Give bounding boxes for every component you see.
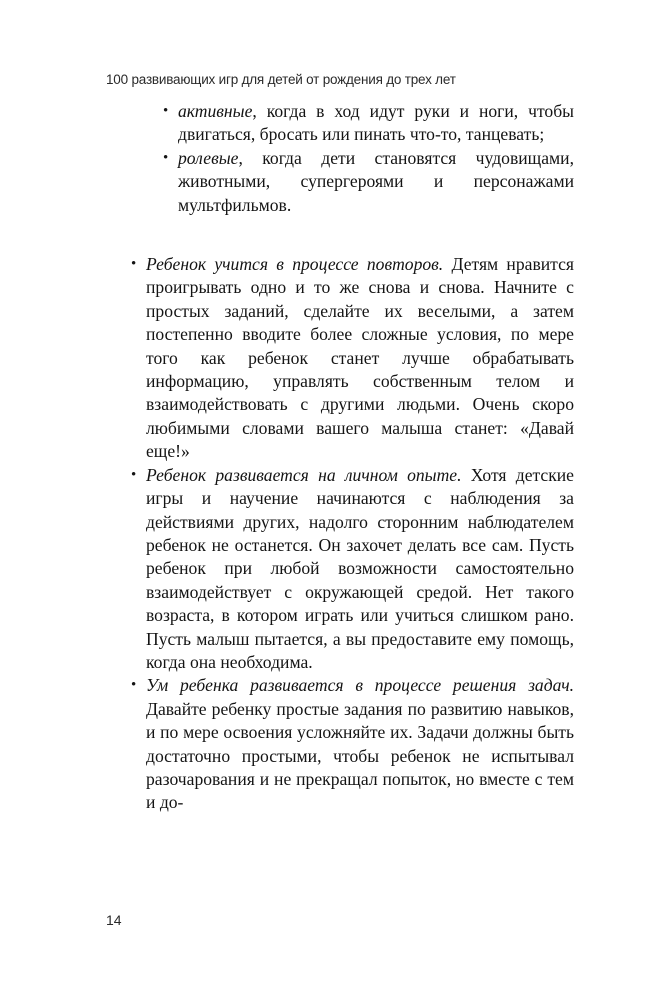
principles-list xyxy=(126,253,574,815)
item-lead: Ребенок учится в процессе повторов. xyxy=(146,254,444,275)
item-lead: Ребенок развивается на личном опыте. xyxy=(146,464,462,485)
list-item xyxy=(163,147,574,217)
running-head: 100 развивающих игр для детей от рождения до трех лет xyxy=(106,72,456,87)
bullet-icon: • xyxy=(163,149,169,166)
item-text: Давайте ребенку простые задания по развитию навыков, и по мере освоения усложняйте их. Задачи должны быть достаточно простыми, чтобы ребенок не испытывал разочарования и не прекращал попыток, но вместе с тем и до- xyxy=(146,698,574,813)
bullet-icon: • xyxy=(163,103,169,119)
play-types-list xyxy=(126,100,574,217)
bullet-icon: • xyxy=(131,466,137,483)
list-item xyxy=(131,464,574,675)
item-lead: Ум ребенка развивается в процессе решения задач. xyxy=(146,675,574,696)
item-lead: ролевые xyxy=(178,147,239,168)
item-text: Хотя детские игры и научение начинаются с наблюдения за действиями других, надолго сторонним наблюдателем ребенок не останется. Он захочет делать все сам. Пусть ребенок при любой возможности самостоятельно взаимодействует с окружающей средой. Нет такого возраста, в котором играть или учиться слишком рано. Пусть малыш пытается, а вы предоставите ему помощь, когда она необходима. xyxy=(146,464,574,672)
bullet-icon: • xyxy=(131,677,137,694)
page-body xyxy=(126,100,574,815)
item-text: , когда дети становятся чудовищами, животными, супергероями и персонажами мультфильмов. xyxy=(178,147,574,215)
list-item xyxy=(163,100,574,147)
item-text: Детям нравится проигрывать одно и то же снова и снова. Начните с простых заданий, сделайте их веселыми, а затем постепенно вводите более сложные условия, по мере того как ребенок станет лучше обрабатывать информацию, управлять собственным телом и взаимодействовать с другими людьми. Очень скоро любимыми словами вашего малыша станет: «Давай еще!» xyxy=(146,254,574,462)
list-item xyxy=(131,253,574,464)
list-item xyxy=(131,674,574,814)
page-number: 14 xyxy=(106,912,122,928)
item-lead: активные xyxy=(178,101,253,121)
item-text: , когда в ход идут руки и ноги, чтобы двигаться, бросать или пинать что-то, танцевать; xyxy=(178,101,574,145)
bullet-icon: • xyxy=(131,256,137,273)
